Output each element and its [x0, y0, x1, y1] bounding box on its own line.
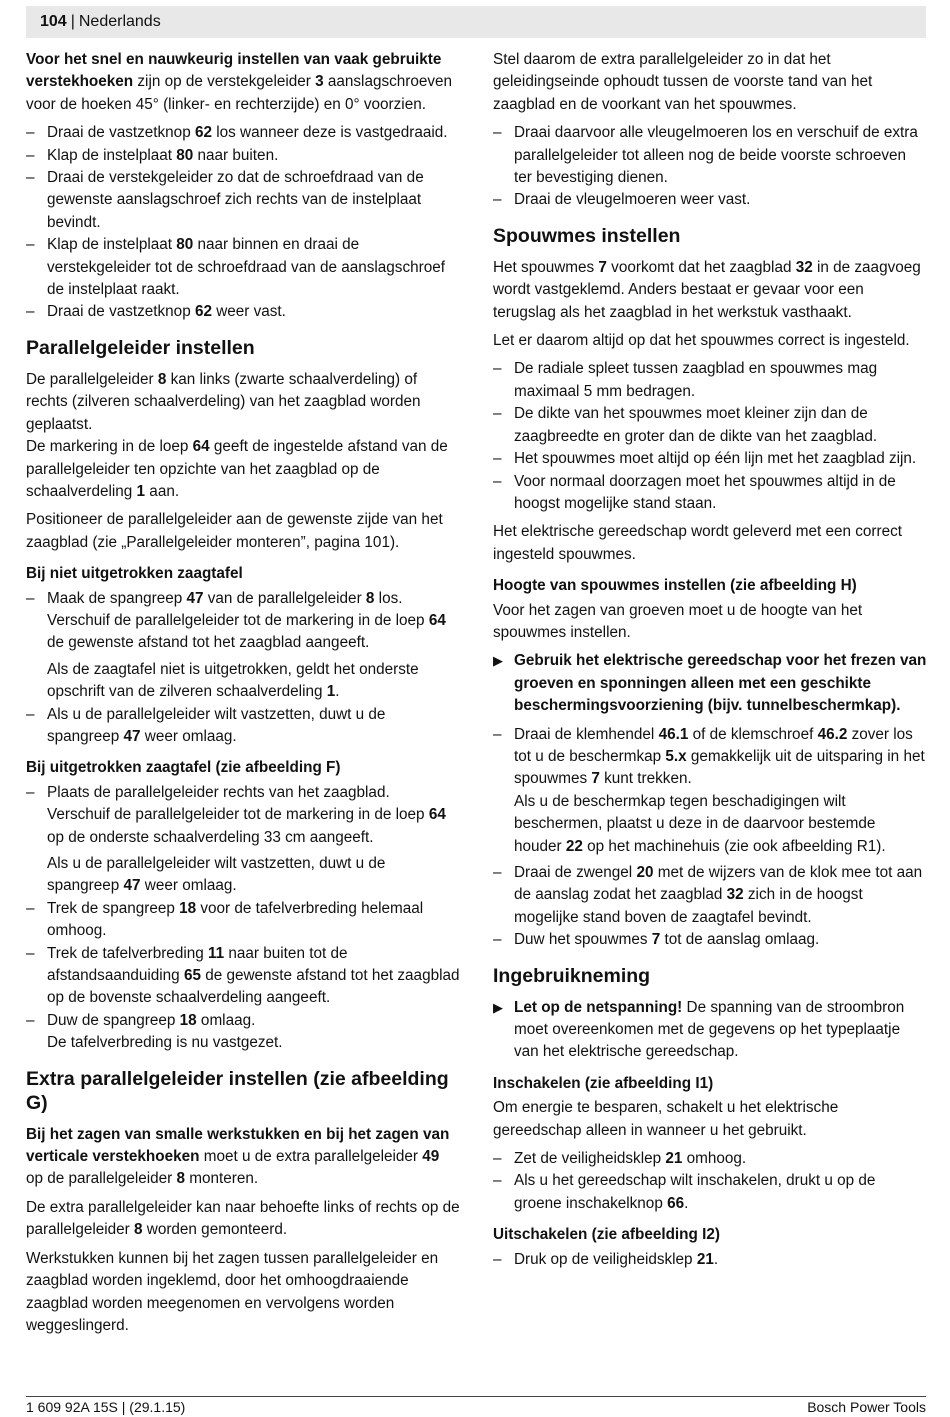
heading-spouwmes: Spouwmes instellen	[493, 224, 681, 247]
heading-inschakelen: Inschakelen (zie afbeelding I1)	[493, 1074, 714, 1092]
list-item: – Als u de parallelgeleider wilt vastzetten, duwt u de spangreep 47 weer omlaag.	[26, 704, 460, 749]
paragraph: De extra parallelgeleider kan naar behoefte links of rechts op de parallelgeleider 8 worden gemonteerd.	[26, 1198, 460, 1239]
list-item: – Maak de spangreep 47 van de parallelgeleider 8 los. Verschuif de parallelgeleider tot de markering in de loep 64 de gewenste afstand tot het zaagblad aangeeft. Als de zaagtafel niet is uitgetrokken, geldt het onderste opschrift van de zilveren schaalverdeling 1.	[26, 588, 460, 704]
right-column	[493, 49, 927, 1277]
paragraph: Positioneer de parallelgeleider aan de gewenste zijde van het zaagblad (zie „Parallelgeleider monteren”, pagina 101).	[26, 511, 443, 551]
list-item: – Klap de instelplaat 80 naar binnen en draai de verstekgeleider tot de schroefdraad van de aanslagschroef de instelplaat raakt.	[26, 234, 460, 301]
list-item: – Zet de veiligheidsklep 21 omhoog.	[493, 1148, 927, 1170]
triangle-right-icon: ▶	[493, 999, 503, 1015]
paragraph: Werkstukken kunnen bij het zagen tussen parallelgeleider en zaagblad worden ingeklemd, door het omhoogdraaiende zaagblad worden meegenomen en vervolgens worden weggeslingerd.	[26, 1249, 439, 1334]
heading-uitschakelen: Uitschakelen (zie afbeelding I2)	[493, 1226, 720, 1244]
heading-niet-uitgetrokken: Bij niet uitgetrokken zaagtafel	[26, 565, 243, 583]
paragraph: De parallelgeleider 8 kan links (zwarte schaalverdeling) of rechts (zilveren schaalverdeling) van het zaagblad worden geplaatst.	[26, 370, 421, 433]
footer-brand: Bosch Power Tools	[807, 1399, 926, 1415]
list-item: – Draai de klemhendel 46.1 of de klemschroef 46.2 zover los tot u de beschermkap 5.x gemakkelijk uit de uitsparing in het spouwmes 7 kunt trekken. Als u de beschermkap tegen beschadigingen wilt beschermen, plaatst u deze in de daarvoor bestemde houder 22 op het machinehuis (zie ook afbeelding R1).	[493, 724, 927, 858]
paragraph: Bij het zagen van smalle werkstukken en bij het zagen van verticale verstekhoeken moet u de extra parallelgeleider 49 op de parallelgeleider 8 monteren.	[26, 1125, 450, 1188]
hoogte-steps	[493, 724, 927, 952]
paragraph: Om energie te besparen, schakelt u het elektrische gereedschap alleen in wanneer u het gebruikt.	[493, 1099, 839, 1139]
paragraph: Het elektrische gereedschap wordt geleverd met een correct ingesteld spouwmes.	[493, 523, 902, 563]
uitschakelen-steps	[493, 1249, 927, 1271]
triangle-right-icon: ▶	[493, 653, 503, 669]
left-column	[26, 49, 460, 1343]
footer-divider	[26, 1396, 926, 1397]
niet-uitgetrokken-list	[26, 588, 460, 749]
warning-note: ▶ Gebruik het elektrische gereedschap voor het frezen van groeven en sponningen alleen met een geschikte beschermingsvoorziening (bijv. tunnelbeschermkap).	[493, 652, 927, 715]
list-item: – Het spouwmes moet altijd op één lijn met het zaagblad zijn.	[493, 448, 927, 470]
netspanning-note: ▶ Let op de netspanning! De spanning van de stroombron moet overeenkomen met de gegevens op het typeplaatje van het elektrische gereedschap.	[493, 998, 905, 1061]
list-item: – De dikte van het spouwmes moet kleiner zijn dan de zaagbreedte en groter dan de dikte van het zaagblad.	[493, 403, 927, 448]
list-item: – Draai daarvoor alle vleugelmoeren los en verschuif de extra parallelgeleider tot alleen nog de beide voorste schroeven ter bevestiging dienen.	[493, 122, 927, 189]
header-language: Nederlands	[78, 13, 161, 30]
intro-paragraph: Voor het snel en nauwkeurig instellen van vaak gebruikte verstekhoeken zijn op de verstekgeleider 3 aanslagschroeven voor de hoeken 45° (linker- en rechterzijde) en 0° voorzien.	[26, 51, 453, 113]
list-item: – Als u het gereedschap wilt inschakelen, drukt u op de groene inschakelknop 66.	[493, 1170, 927, 1215]
paragraph: Let er daarom altijd op dat het spouwmes correct is ingesteld.	[493, 332, 910, 350]
paragraph: Het spouwmes 7 voorkomt dat het zaagblad 32 in de zaagvoeg wordt vastgeklemd. Anders bestaat er gevaar voor een terugslag als het zaagblad in het werkstuk vasthaakt.	[493, 258, 921, 321]
list-item: – Plaats de parallelgeleider rechts van het zaagblad. Verschuif de parallelgeleider tot de markering in de loep 64 op de onderste schaalverdeling 33 cm aangeeft. Als u de parallelgeleider wilt vastzetten, duwt u de spangreep 47 weer omlaag.	[26, 782, 460, 898]
list-item: – Duw de spangreep 18 omlaag. De tafelverbreding is nu vastgezet.	[26, 1010, 460, 1055]
list-item: – Trek de spangreep 18 voor de tafelverbreding helemaal omhoog.	[26, 898, 460, 943]
uitgetrokken-list	[26, 782, 460, 1055]
paragraph: Voor het zagen van groeven moet u de hoogte van het spouwmes instellen.	[493, 601, 863, 641]
heading-ingebruikneming: Ingebruikneming	[493, 964, 651, 987]
extra-geleider-steps	[493, 122, 927, 212]
list-item: – Draai de vastzetknop 62 los wanneer deze is vastgedraaid.	[26, 122, 460, 144]
page-number: 104	[40, 13, 67, 30]
heading-extra-parallelgeleider: Extra parallelgeleider instellen (zie afbeelding G)	[26, 1067, 449, 1114]
inschakelen-steps	[493, 1148, 927, 1215]
footer-document-code: 1 609 92A 15S | (29.1.15)	[26, 1399, 186, 1415]
list-item: – Druk op de veiligheidsklep 21.	[493, 1249, 927, 1271]
heading-hoogte-spouwmes: Hoogte van spouwmes instellen (zie afbeelding H)	[493, 577, 857, 595]
list-item: – Voor normaal doorzagen moet het spouwmes altijd in de hoogst mogelijke stand staan.	[493, 471, 927, 516]
list-item: – Trek de tafelverbreding 11 naar buiten tot de afstandsaanduiding 65 de gewenste afstand tot het zaagblad op de bovenste schaalverdeling aangeeft.	[26, 943, 460, 1010]
list-item: – Draai de zwengel 20 met de wijzers van de klok mee tot aan de aanslag zodat het zaagblad 32 zich in de hoogst mogelijke stand boven de zaagtafel bevindt.	[493, 862, 927, 929]
verstek-steps-list	[26, 122, 460, 324]
spouwmes-requirements	[493, 358, 927, 515]
list-item: – Duw het spouwmes 7 tot de aanslag omlaag.	[493, 929, 927, 951]
heading-parallelgeleider: Parallelgeleider instellen	[26, 336, 255, 359]
list-item: – Draai de verstekgeleider zo dat de schroefdraad van de gewenste aanslagschroef zich rechts van de instelplaat bevindt.	[26, 167, 460, 234]
list-item: – Draai de vastzetknop 62 weer vast.	[26, 301, 460, 323]
paragraph: De markering in de loep 64 geeft de ingestelde afstand van de parallelgeleider ten opzichte van het zaagblad op de schaalverdeling 1 aan.	[26, 438, 448, 500]
heading-uitgetrokken: Bij uitgetrokken zaagtafel (zie afbeelding F)	[26, 759, 341, 777]
header-separator: |	[70, 13, 75, 30]
list-item: – De radiale spleet tussen zaagblad en spouwmes mag maximaal 5 mm bedragen.	[493, 358, 927, 403]
paragraph: Stel daarom de extra parallelgeleider zo in dat het geleidingseinde ophoudt tussen de voorste tand van het zaagblad en de voorkant van het spouwmes.	[493, 51, 873, 113]
page-header	[26, 6, 926, 38]
list-item: – Klap de instelplaat 80 naar buiten.	[26, 145, 460, 167]
list-item: – Draai de vleugelmoeren weer vast.	[493, 189, 927, 211]
